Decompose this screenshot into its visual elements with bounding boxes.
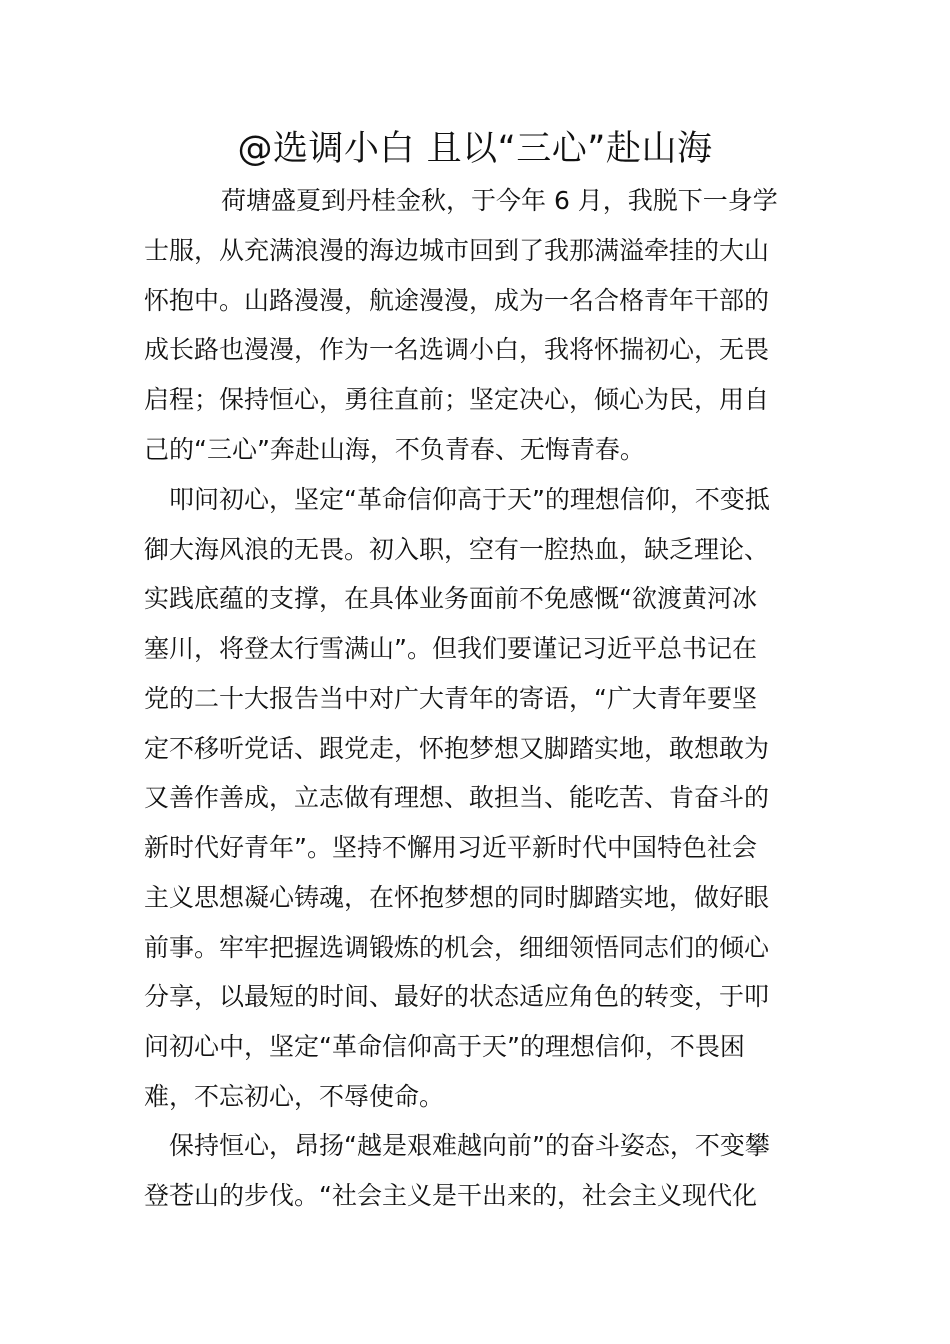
paragraph-1-line-4: 成长路也漫漫，作为一名选调小白，我将怀揣初心，无畏 [144,335,770,364]
paragraph-2-line-5: 党的二十大报告当中对广大青年的寄语，“广大青年要坚 [144,684,757,713]
paragraph-2-line-7: 又善作善成，立志做有理想、敢担当、能吃苦、肯奋斗的 [144,783,770,812]
paragraph-2-line-2: 御大海风浪的无畏。初入职，空有一腔热血，缺乏理论、 [144,535,770,564]
paragraph-2-line-4: 塞川，将登太行雪满山”。但我们要谨记习近平总书记在 [144,634,757,663]
paragraph-1-line-6: 己的“三心”奔赴山海，不负青春、无悔青春。 [144,435,645,464]
paragraph-2-line-12: 问初心中，坚定“革命信仰高于天”的理想信仰，不畏困 [144,1032,745,1061]
paragraph-2-line-3: 实践底蕴的支撑，在具体业务面前不免感慨“欲渡黄河冰 [144,584,757,613]
paragraph-1-line-2: 士服，从充满浪漫的海边城市回到了我那满溢牵挂的大山 [144,236,770,265]
document-title: @选调小白 且以“三心”赴山海 [237,129,713,169]
paragraph-1-line-5: 启程；保持恒心，勇往直前；坚定决心，倾心为民，用自 [144,385,770,414]
paragraph-2-line-8: 新时代好青年”。坚持不懈用习近平新时代中国特色社会 [144,833,757,862]
paragraph-2-line-9: 主义思想凝心铸魂，在怀抱梦想的同时脚踏实地，做好眼 [144,883,770,912]
paragraph-2-line-10: 前事。牢牢把握选调锻炼的机会，细细领悟同志们的倾心 [144,933,770,962]
paragraph-1-line-3: 怀抱中。山路漫漫，航途漫漫，成为一名合格青年干部的 [144,286,770,315]
paragraph-2-line-13: 难，不忘初心，不辱使命。 [144,1082,445,1111]
paragraph-3-line-2: 登苍山的步伐。“社会主义是干出来的，社会主义现代化 [144,1181,757,1210]
paragraph-2-line-6: 定不移听党话、跟党走，怀抱梦想又脚踏实地，敢想敢为 [144,734,770,763]
paragraph-2-line-11: 分享，以最短的时间、最好的状态适应角色的转变，于叩 [144,982,770,1011]
paragraph-1-line-1: 荷塘盛夏到丹桂金秋，于今年 6 月，我脱下一身学 [221,186,778,215]
paragraph-2-line-1: 叩问初心，坚定“革命信仰高于天”的理想信仰，不变抵 [169,485,770,514]
paragraph-3-line-1: 保持恒心，昂扬“越是艰难越向前”的奋斗姿态，不变攀 [169,1131,770,1160]
